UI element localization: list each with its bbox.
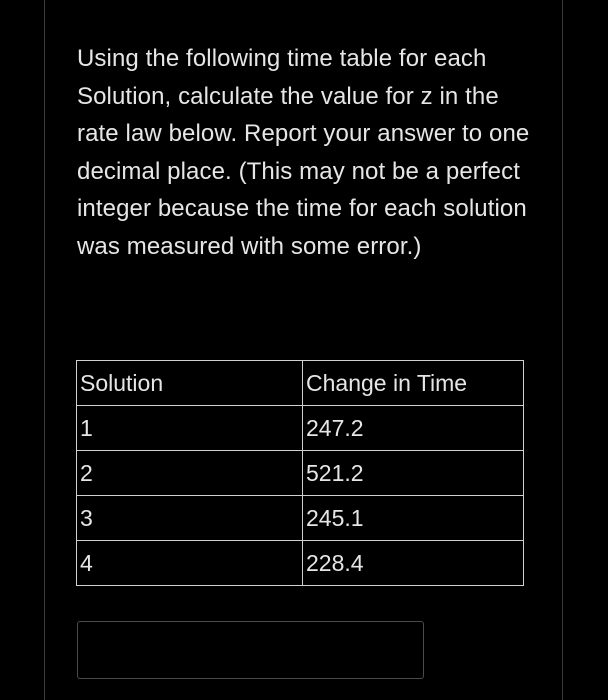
solution-cell: 2 (77, 451, 303, 496)
time-cell: 247.2 (303, 406, 524, 451)
table-row (77, 496, 524, 541)
column-header-change-in-time: Change in Time (303, 361, 524, 406)
solution-cell: 1 (77, 406, 303, 451)
table-row (77, 406, 524, 451)
time-cell: 245.1 (303, 496, 524, 541)
time-cell: 521.2 (303, 451, 524, 496)
panel-left-border (44, 0, 45, 700)
table-row (77, 451, 524, 496)
question-text: Using the following time table for each Solution, calculate the value for z in the rate law below. Report your answer to one decimal place. (This may not be a perfect integer because the time for each solution was measured with some error.) (77, 45, 530, 260)
answer-input[interactable] (77, 621, 424, 679)
column-header-solution: Solution (77, 361, 303, 406)
panel-right-border (562, 0, 563, 700)
table-header-row (77, 361, 524, 406)
solution-cell: 4 (77, 541, 303, 586)
solution-cell: 3 (77, 496, 303, 541)
time-table (76, 360, 524, 586)
time-cell: 228.4 (303, 541, 524, 586)
table-row (77, 541, 524, 586)
